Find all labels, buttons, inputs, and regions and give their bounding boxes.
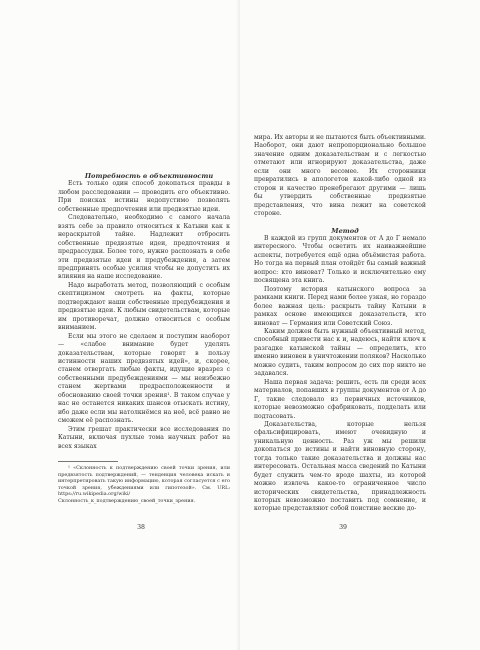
- paragraph: Если мы этого не сделаем и поступим наоборот — «слабое внимание будет уделять доказательствам, которые говорят в пользу истинности наших предвзятых идей», и, скорее, станем отвергать любые факты, идущие вразрез с собственными предубеждениями — мы неизбежно станем жертвами предрасположенности и обоснованию своей точки зрения¹. В таком случае у нас не останется никаких шансов отыскать истину, ибо даже если мы натолкнёмся на неё, всё равно не сможем её распознать.: [58, 332, 230, 425]
- paragraph: Доказательства, которые нельзя сфальсифицировать, имеют очевидную и уникальную ценность. Раз уж мы решили докопаться до истины и найти виновную сторону, тогда только такие доказательства и должны нас интересовать. Остальная масса сведений по Катыни будет служить чем-то вроде шахты, из которой можно извлечь какое-то ограниченное число исторических свидетельства, принадлежность которых невозможно поставить под сомнение, и которые представляют собой поистине веские до-: [254, 420, 426, 513]
- page-number-right: 39: [339, 524, 347, 531]
- page-number-left: 38: [137, 524, 145, 531]
- section-heading-method: Метод: [331, 226, 359, 235]
- paragraph: В каждой из групп документов от А до Г немало интересного. Чтобы осветить их наиважнейшие аспекты, потребуется ещё одна объёмистая работа. Но тогда на первый план отойдёт бы самый важный вопрос: кто виноват? Только и исключительно ему посвящена эта книга.: [254, 234, 426, 285]
- left-text-column: [58, 172, 230, 505]
- paragraph: Надо выработать метод, позволяющий с особым скептицизмом смотреть на факты, которые подтверждают наши собственные предубеждения и предвзятые идеи. К любым свидетельствам, которые им противоречат, должно относиться с особым вниманием.: [58, 281, 230, 332]
- paragraph: Поэтому история катынского вопроса за рамками книги. Перед нами более узкая, но гораздо более важная цель: раскрыть тайну Катыни в рамках основе имеющихся доказательств, кто виноват — Германия или Советский Союз.: [254, 285, 426, 327]
- paragraph: Есть только один способ докопаться правды в любом расследовании — проводить его объективно. При поисках истины недопустимо позволять собственные предпочтения или предвзятые идеи.: [58, 180, 230, 213]
- right-page: [240, 0, 480, 650]
- section-heading-objectivity: Потребность в объективности: [84, 172, 214, 180]
- paragraph: Этим грешат практически все исследования по Катыни, включая пухлые тома научных работ на всех языках: [58, 425, 230, 450]
- footnote: ¹ «Склонность к подтверждению своей точки зрения, или предвзятость подтверждений, — тенденция человека искать и интерпретировать такую информацию, которая согласуется с его точкой зрения, убеждениями или гипотезой». См. URL: https://ru.wikipedia.org/wiki/Склонность_к_подтверждению_своей_точки_зрения.: [58, 464, 230, 504]
- paragraph: Наша первая задача: решить, есть ли среди всех материалов, попавших в группы документов от А до Г, такие следовало из первичных источников, которые невозможно сфабриковать, подделать или подтасовать.: [254, 378, 426, 420]
- footnote-divider: [58, 461, 118, 462]
- paragraph: Следовательно, необходимо с самого начала взять себе за правило относиться к Катыни как к нераскрытой тайне. Надлежит отбросить собственные предвзятые идеи, предпочтения и предрассудки. Более того, нужно распознать в себе эти предвзятые идеи и предубеждения, а затем предпринять особые усилия чтобы не допустить их влияния на наше исследование.: [58, 214, 230, 281]
- right-text-column: [254, 134, 426, 514]
- paragraph: Каким должен быть нужный объективный метод, способный привести нас к и, надеюсь, найти ключ к разгадке катынской тайны — определить, кто именно виновен в уничтожении поляков? Насколько можно судить, таким вопросом до сих пор никто не задавался.: [254, 327, 426, 378]
- paragraph-continued: мира. Их авторы и не пытаются быть объективными. Наоборот, они дают непропорционально большое значение одним доказательствам и с легкостью отметают или игнорируют доказательства, даже если они много весомее. Их сторонники превратились в апологетов какой-либо одной из сторон и качество пренебрегают другими — лишь бы утвердить собственные предвзятые представления, что вина лежит на советской стороне.: [254, 134, 426, 218]
